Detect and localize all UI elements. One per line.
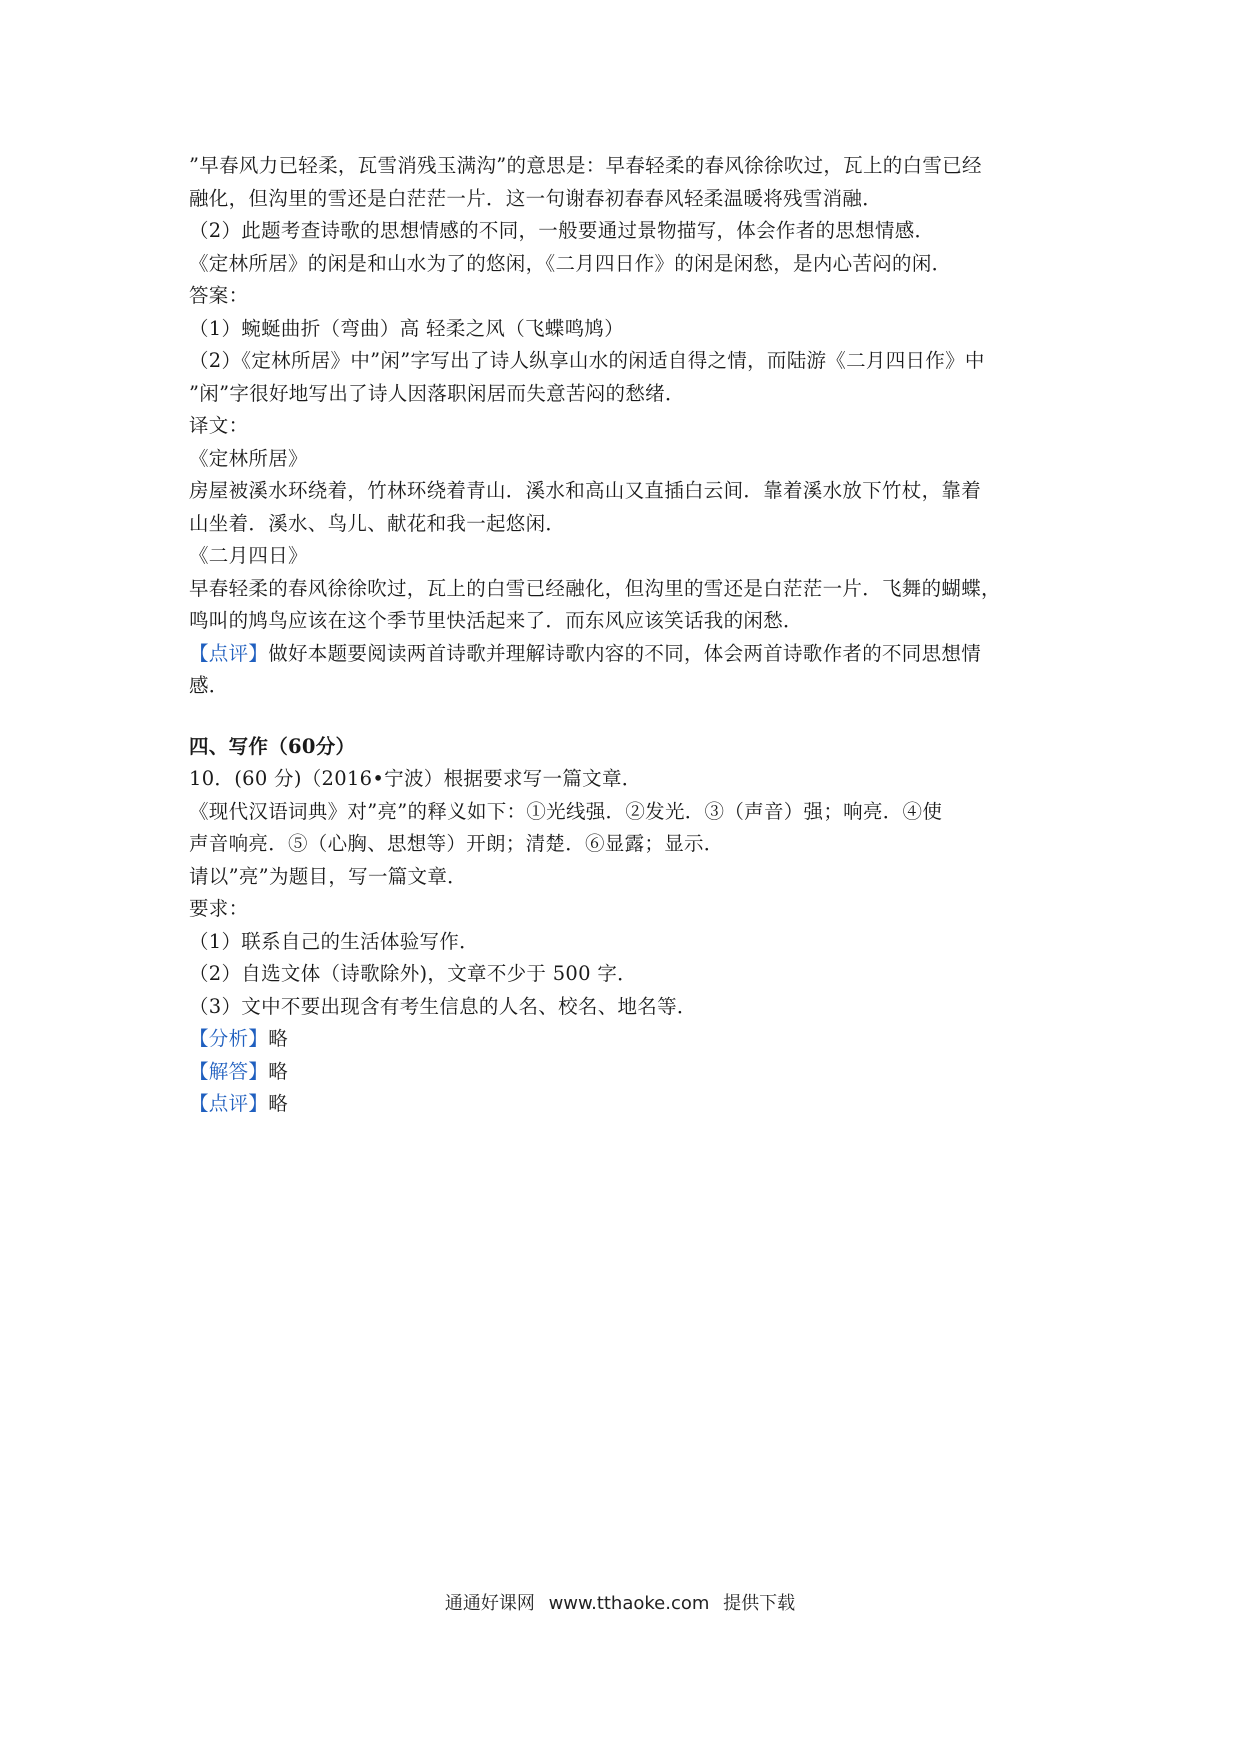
solution-tag-line	[189, 1056, 1059, 1089]
document-body	[189, 150, 1059, 1121]
question-header: 10．(60 分)（2016•宁波）根据要求写一篇文章．	[189, 767, 642, 790]
text-line: 早春轻柔的春风徐徐吹过，瓦上的白雪已经融化，但沟里的雪还是白茫茫一片．飞舞的蝴蝶，	[189, 576, 1001, 600]
requirements-label: 要求：	[189, 897, 249, 920]
solution-tag: 【解答】	[189, 1059, 269, 1083]
analysis-text: 略	[268, 1027, 289, 1050]
text-line: 山坐着．溪水、鸟儿、献花和我一起悠闲．	[189, 511, 566, 535]
analysis-tag-line	[189, 1023, 1059, 1056]
question-definition: 声音响亮．⑤（心胸、思想等）开朗；清楚．⑥显露；显示．	[189, 832, 724, 855]
section-heading: 四、写作（60分）	[189, 734, 356, 758]
comment-text: 做好本题要阅读两首诗歌并理解诗歌内容的不同，体会两首诗歌作者的不同思想情	[268, 641, 982, 665]
page-footer	[0, 1589, 1240, 1615]
answer-label: 答案：	[189, 284, 249, 307]
poem-title: 《定林所居》	[189, 446, 308, 470]
text-line: ”早春风力已轻柔，瓦雪消残玉满沟”的意思是：早春轻柔的春风徐徐吹过，瓦上的白雪已经	[189, 154, 982, 177]
question-definition: 《现代汉语词典》对”亮”的释义如下：①光线强．②发光．③（声音）强；响亮．④使	[189, 799, 943, 823]
review-text: 略	[268, 1092, 289, 1115]
text-line: 房屋被溪水环绕着，竹林环绕着青山．溪水和高山又直插白云间．靠着溪水放下竹杖，靠着	[189, 479, 982, 502]
requirement-item: （3）文中不要出现含有考生信息的人名、校名、地名等．	[189, 994, 697, 1018]
review-tag: 【点评】	[189, 1092, 269, 1115]
section-gap	[189, 703, 1059, 731]
text-line: （2）《定林所居》中”闲”字写出了诗人纵享山水的闲适自得之情，而陆游《二月四日作》中	[189, 349, 985, 372]
requirement-item: （2）自选文体（诗歌除外)，文章不少于 500 字．	[189, 962, 637, 985]
text-line: （1）蜿蜒曲折（弯曲）高 轻柔之风（飞蝶鸣鸠）	[189, 316, 625, 340]
translation-label: 译文：	[189, 414, 249, 437]
review-tag-line	[189, 1088, 1059, 1121]
comment-line-2: 感．	[189, 674, 229, 697]
text-line: 《定林所居》的闲是和山水为了的悠闲，《二月四日作》的闲是闲愁，是内心苦闷的闲．	[189, 251, 952, 275]
text-line: 鸣叫的鸠鸟应该在这个季节里快活起来了．而东风应该笑话我的闲愁．	[189, 609, 803, 632]
footer-site-name: 通通好课网	[444, 1593, 535, 1614]
footer-suffix: 提供下载	[723, 1593, 796, 1614]
comment-tag: 【点评】	[189, 641, 269, 665]
footer-url[interactable]: www.tthaoke.com	[548, 1593, 710, 1614]
requirement-item: （1）联系自己的生活体验写作．	[189, 929, 479, 953]
solution-text: 略	[268, 1059, 289, 1083]
comment-line	[189, 638, 1059, 671]
question-prompt: 请以”亮”为题目，写一篇文章．	[189, 864, 467, 888]
text-line: 融化，但沟里的雪还是白茫茫一片．这一句谢春初春春风轻柔温暖将残雪消融．	[189, 186, 883, 210]
poem-title: 《二月四日》	[189, 544, 308, 567]
analysis-tag: 【分析】	[189, 1027, 269, 1050]
text-line: ”闲”字很好地写出了诗人因落职闲居而失意苦闷的愁绪．	[189, 381, 685, 405]
text-line: （2）此题考查诗歌的思想情感的不同，一般要通过景物描写，体会作者的思想情感．	[189, 219, 935, 242]
